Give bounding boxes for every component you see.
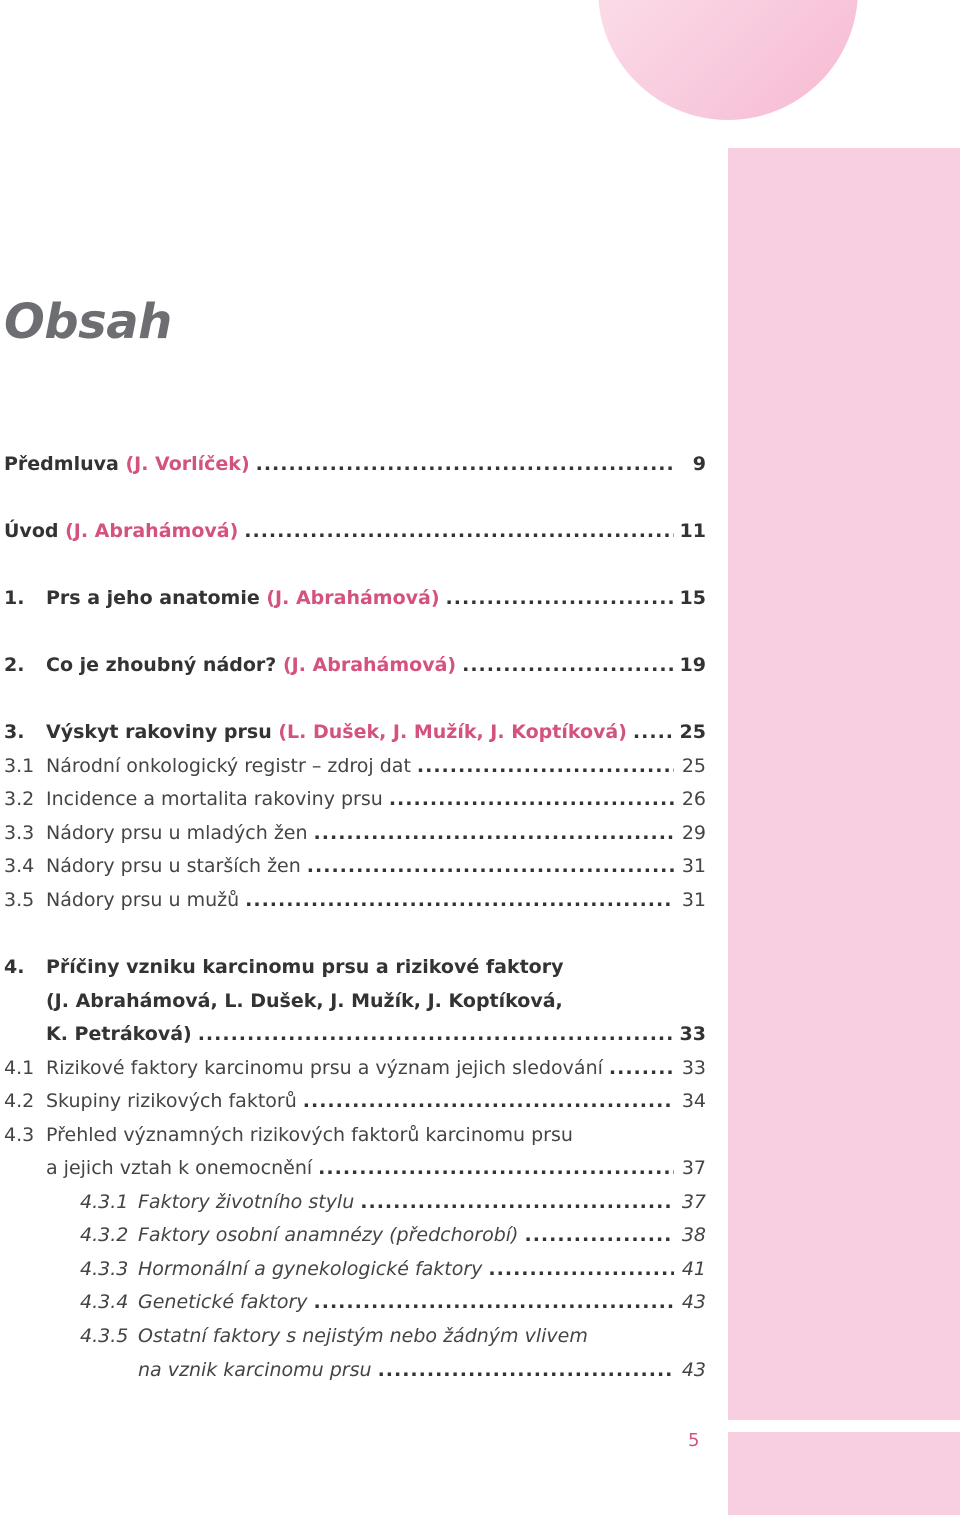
entry-number: 4.3.4 <box>80 1291 129 1313</box>
entry-title: Nádory prsu u starších žen <box>46 855 301 877</box>
leader-dots <box>524 1220 674 1250</box>
toc-entry-4-3-5-cont[interactable] <box>0 1355 706 1385</box>
entry-title: Předmluva <box>4 453 119 475</box>
entry-number: 3.5 <box>4 889 35 911</box>
toc-entry-ch3[interactable] <box>0 717 706 747</box>
entry-page: 15 <box>679 587 706 609</box>
entry-page: 34 <box>681 1090 706 1112</box>
entry-title: Příčiny vzniku karcinomu prsu a rizikové faktory <box>46 956 564 978</box>
entry-number: 4. <box>4 956 25 978</box>
entry-page: 11 <box>679 520 706 542</box>
entry-number: 3. <box>4 721 25 743</box>
leader-dots <box>303 1086 674 1116</box>
entry-page: 25 <box>681 755 706 777</box>
entry-title: Rizikové faktory karcinomu prsu a význam jejich sledování <box>46 1057 603 1079</box>
leader-dots <box>389 784 674 814</box>
entry-title: Národní onkologický registr – zdroj dat <box>46 755 411 777</box>
leader-dots <box>307 851 674 881</box>
leader-dots <box>462 650 673 680</box>
leader-dots <box>417 751 674 781</box>
entry-page: 41 <box>681 1258 706 1280</box>
entry-page: 29 <box>681 822 706 844</box>
toc-entry-4-3-1[interactable] <box>0 1187 706 1217</box>
entry-title: na vznik karcinomu prsu <box>138 1359 372 1381</box>
entry-number: 4.3.2 <box>80 1224 129 1246</box>
leader-dots <box>318 1153 674 1183</box>
leader-dots <box>244 516 673 546</box>
entry-authors: (L. Dušek, J. Mužík, J. Koptíková) <box>278 721 627 743</box>
leader-dots <box>378 1355 674 1385</box>
toc-entry-3-2[interactable] <box>0 784 706 814</box>
entry-number: 2. <box>4 654 25 676</box>
side-band <box>728 148 960 1420</box>
entry-number: 3.3 <box>4 822 35 844</box>
entry-page: 43 <box>681 1359 706 1381</box>
entry-number: 4.3.3 <box>80 1258 129 1280</box>
page-number: 5 <box>688 1430 700 1451</box>
entry-title: Faktory životního stylu <box>138 1191 355 1213</box>
entry-title: a jejich vztah k onemocnění <box>46 1157 313 1179</box>
toc-entry-3-4[interactable] <box>0 851 706 881</box>
entry-authors: (J. Abrahámová, L. Dušek, J. Mužík, J. Koptíková, <box>46 990 563 1012</box>
side-band-bottom <box>728 1432 960 1515</box>
entry-title: Faktory osobní anamnézy (předchorobí) <box>138 1224 519 1246</box>
entry-authors: (J. Vorlíček) <box>125 453 250 475</box>
entry-number: 3.2 <box>4 788 35 810</box>
entry-authors: (J. Abrahámová) <box>65 520 239 542</box>
leader-dots <box>360 1187 674 1217</box>
entry-page: 33 <box>679 1023 706 1045</box>
entry-number: 3.1 <box>4 755 35 777</box>
leader-dots <box>633 717 674 747</box>
toc-entry-ch1[interactable] <box>0 583 706 613</box>
entry-number: 4.3.1 <box>80 1191 129 1213</box>
entry-number: 1. <box>4 587 25 609</box>
entry-title: Incidence a mortalita rakoviny prsu <box>46 788 383 810</box>
entry-page: 37 <box>681 1157 706 1179</box>
entry-page: 33 <box>681 1057 706 1079</box>
entry-page: 31 <box>681 855 706 877</box>
entry-title: Genetické faktory <box>138 1291 308 1313</box>
entry-page: 38 <box>681 1224 706 1246</box>
toc-entry-ch4-authors-end[interactable] <box>0 1019 706 1049</box>
entry-page: 43 <box>681 1291 706 1313</box>
leader-dots <box>314 818 674 848</box>
toc-entry-ch4-authors <box>0 986 706 1016</box>
entry-title: Úvod <box>4 520 59 542</box>
entry-page: 9 <box>692 453 706 475</box>
entry-number: 4.3 <box>4 1124 35 1146</box>
toc-entry-4-3[interactable] <box>0 1120 706 1150</box>
leader-dots <box>256 449 674 479</box>
leader-dots <box>609 1053 674 1083</box>
toc-entry-uvod[interactable] <box>0 516 706 546</box>
entry-title: Přehled významných rizikových faktorů karcinomu prsu <box>46 1124 573 1146</box>
toc-entry-4-3-4[interactable] <box>0 1287 706 1317</box>
entry-number: 4.3.5 <box>80 1325 129 1347</box>
toc-entry-ch2[interactable] <box>0 650 706 680</box>
entry-page: 19 <box>679 654 706 676</box>
toc-entry-4-3-3[interactable] <box>0 1254 706 1284</box>
entry-title: Prs a jeho anatomie <box>46 587 260 609</box>
entry-number: 4.2 <box>4 1090 35 1112</box>
entry-number: 4.1 <box>4 1057 35 1079</box>
entry-page: 26 <box>681 788 706 810</box>
entry-number: 3.4 <box>4 855 35 877</box>
entry-title: Nádory prsu u mladých žen <box>46 822 308 844</box>
toc-entry-ch4-title[interactable] <box>0 952 706 982</box>
entry-title: Nádory prsu u mužů <box>46 889 240 911</box>
toc-entry-4-3-5[interactable] <box>0 1321 706 1351</box>
entry-page: 31 <box>681 889 706 911</box>
leader-dots <box>446 583 674 613</box>
entry-authors: (J. Abrahámová) <box>282 654 457 676</box>
leader-dots <box>314 1287 674 1317</box>
entry-authors: (J. Abrahámová) <box>266 587 440 609</box>
entry-authors: K. Petráková) <box>46 1023 192 1045</box>
entry-title: Hormonální a gynekologické faktory <box>138 1258 483 1280</box>
entry-title: Ostatní faktory s nejistým nebo žádným vlivem <box>138 1325 588 1347</box>
entry-title: Co je zhoubný nádor? <box>46 654 277 676</box>
toc-entry-4-3-2[interactable] <box>0 1220 706 1250</box>
leader-dots <box>198 1019 674 1049</box>
entry-page: 25 <box>679 721 706 743</box>
entry-title: Výskyt rakoviny prsu <box>46 721 272 743</box>
toc-entry-3-5[interactable] <box>0 885 706 915</box>
toc-entry-predmluva[interactable] <box>0 449 706 479</box>
page-title: Obsah <box>4 294 172 350</box>
entry-title: Skupiny rizikových faktorů <box>46 1090 297 1112</box>
toc-entry-4-3-cont[interactable] <box>0 1153 706 1183</box>
toc-entry-3-3[interactable] <box>0 818 706 848</box>
leader-dots <box>488 1254 674 1284</box>
entry-page: 37 <box>681 1191 706 1213</box>
leader-dots <box>245 885 674 915</box>
toc-entry-4-2[interactable] <box>0 1086 706 1116</box>
toc-entry-3-1[interactable] <box>0 751 706 781</box>
toc-entry-4-1[interactable] <box>0 1053 706 1083</box>
